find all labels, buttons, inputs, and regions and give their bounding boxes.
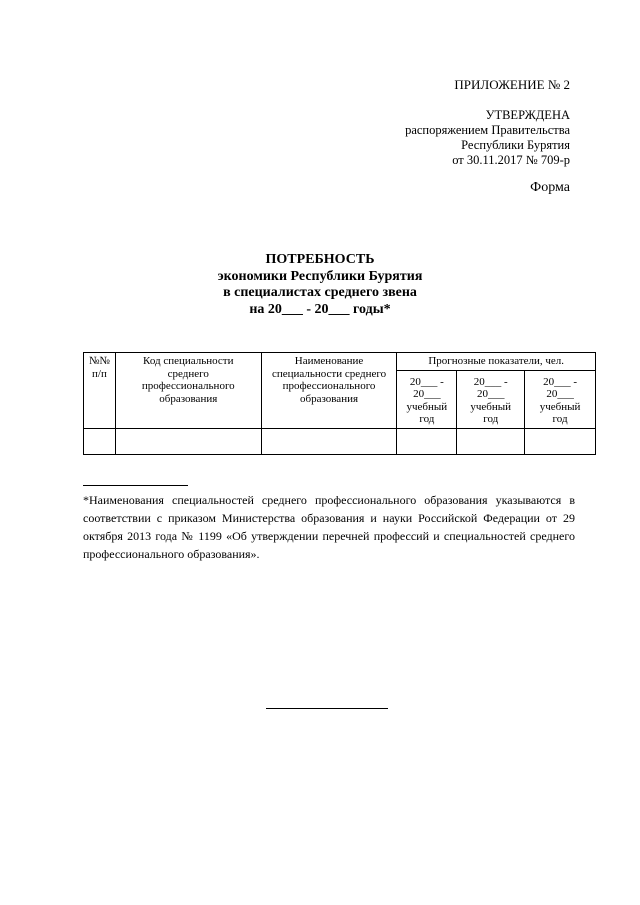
end-of-document-line [266,708,388,709]
table-cell[interactable] [84,428,116,454]
table-cell[interactable] [115,428,261,454]
table-cell[interactable] [525,428,596,454]
approved-label: УТВЕРЖДЕНА [485,108,570,122]
table-row [84,428,596,454]
order-line-2: Республики Бурятия [461,138,570,152]
footnote-text: *Наименования специальностей среднего профессионального образования указываются в соответствии с приказом Министерства образования и науки Российской Федерации от 29 октября 2013 года № 1199 «Об утверждении перечней профессий и специальностей среднего профессионального образования». [83,493,575,561]
year-2-from: 20___ - [473,375,508,388]
col-header-code: Код специальности среднего профессионального образования [115,353,261,429]
table-header-row [84,353,596,371]
approval-block [405,108,570,168]
form-label: Форма [530,180,570,195]
table-cell[interactable] [261,428,397,454]
appendix-label: ПРИЛОЖЕНИЕ № 2 [454,77,570,92]
document-title [0,252,640,318]
year-2-to: 20___ [476,388,505,400]
order-line-3: от 30.11.2017 № 709-р [452,153,570,167]
col-header-forecast: Прогнозные показатели, чел. [397,353,596,371]
year-2-label: учебный [470,400,512,413]
title-line-2: экономики Республики Бурятия [217,268,423,284]
demand-table [83,352,596,455]
year-column-1 [397,370,457,428]
col-header-name: Наименование специальности среднего профессионального образования [261,353,397,429]
title-line-1: ПОТРЕБНОСТЬ [265,252,375,267]
order-line-1: распоряжением Правительства [405,123,570,137]
footnote-divider [83,485,188,486]
year-3-to: 20___ [546,388,574,400]
table-cell[interactable] [457,428,525,454]
year-3-label: учебный [539,400,581,413]
year-column-3 [525,370,596,428]
year-2-unit: год [483,413,499,425]
table-cell[interactable] [397,428,457,454]
year-1-from: 20___ - [409,375,444,388]
title-line-4: на 20___ - 20___ годы* [249,301,391,317]
year-3-from: 20___ - [543,375,578,388]
year-1-to: 20___ [413,388,441,400]
year-column-2 [457,370,525,428]
col-header-number: №№ п/п [84,353,116,429]
year-1-label: учебный [406,400,448,413]
year-1-unit: год [419,413,435,425]
year-3-unit: год [552,413,568,425]
title-line-3: в специалистах среднего звена [223,285,417,300]
